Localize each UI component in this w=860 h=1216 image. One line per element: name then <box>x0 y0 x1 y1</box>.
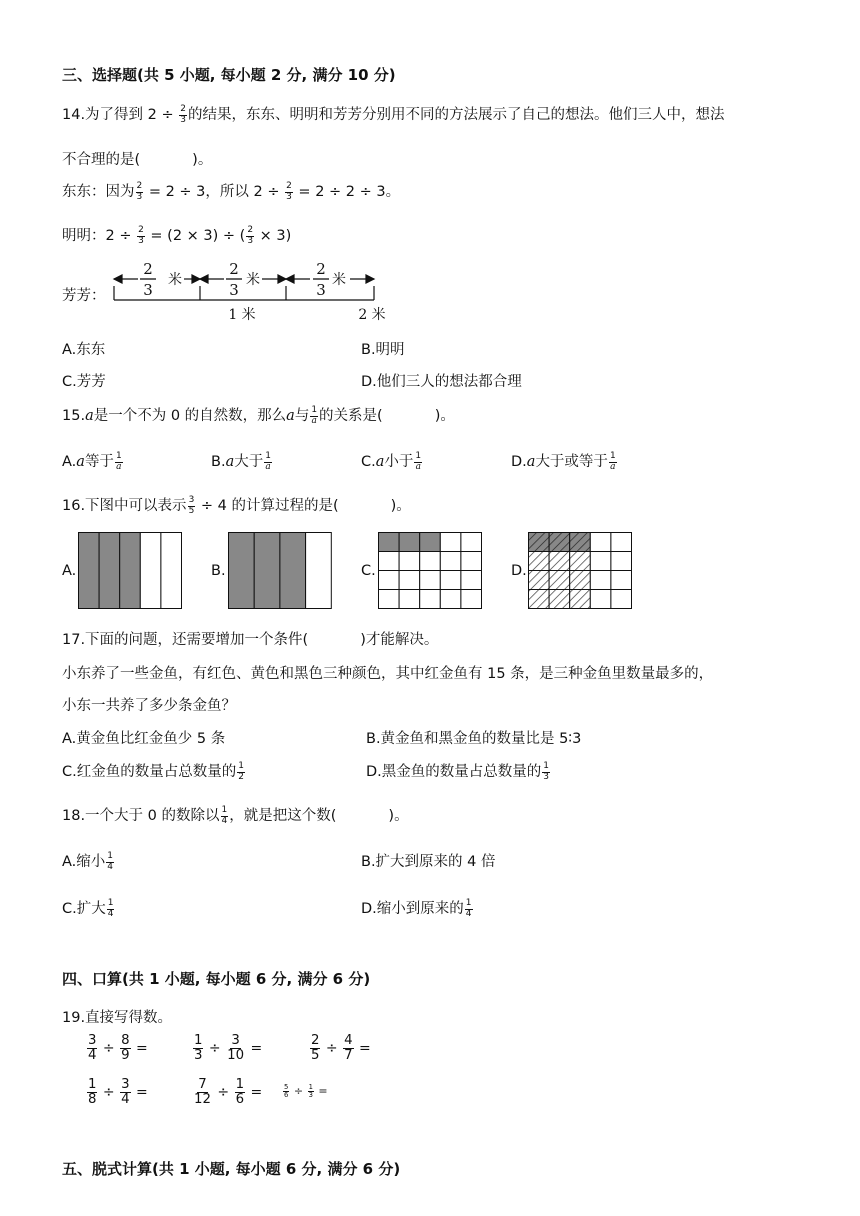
q16-label-c[interactable]: C. <box>361 563 376 579</box>
q16-label-a[interactable]: A. <box>62 563 77 579</box>
q16-label-b[interactable]: B. <box>211 563 226 579</box>
q16-figure-a[interactable] <box>78 532 182 610</box>
q17-option-b[interactable]: B.黄金鱼和黑金鱼的数量比是 5∶3 <box>366 731 582 747</box>
seg2-unit: 米 <box>246 272 260 288</box>
q19-expr-5: $\frac{7}{12}$ ÷ $\frac{1}{6}$ = <box>194 1077 263 1107</box>
q19-expr-4: $\frac{1}{8}$ ÷ $\frac{3}{4}$ = <box>88 1077 148 1107</box>
seg1-den: 3 <box>143 281 153 299</box>
q14-stem: 14.为了得到 2 ÷ $\frac{2}{3}$ 的结果，东东、明明和芳芳分别用不同的方法展示了自己的想法。他们三人中，想法 <box>62 104 725 125</box>
q14-number-line <box>110 256 386 326</box>
q19-stem: 19.直接写得数。 <box>62 1010 173 1026</box>
q18-option-a[interactable]: A.缩小 $\frac{1}{4}$ <box>62 851 113 872</box>
q17-option-a[interactable]: A.黄金鱼比红金鱼少 5 条 <box>62 731 226 747</box>
seg3-num: 2 <box>316 260 326 278</box>
q18-stem: 18.一个大于 0 的数除以 $\frac{1}{4}$ ，就是把这个数( )。 <box>62 805 409 826</box>
q14-mingming: 明明：2 ÷ $\frac{2}{3}$ = (2 × 3) ÷ ( $\frac{2}{3}$ × 3) <box>62 225 292 246</box>
section-3-title: 三、选择题(共 5 小题, 每小题 2 分, 满分 10 分) <box>62 66 396 84</box>
seg2-den: 3 <box>229 281 239 299</box>
q16-stem: 16.下图中可以表示 $\frac{3}{5}$ ÷ 4 的计算过程的是( )。 <box>62 495 411 516</box>
q19-expr-2: $\frac{1}{3}$ ÷ $\frac{3}{10}$ = <box>194 1033 263 1063</box>
q18-option-d[interactable]: D.缩小到原来的 $\frac{1}{4}$ <box>361 898 472 919</box>
q15-stem: 15.a是一个不为 0 的自然数，那么a与 $\frac{1}{a}$ 的关系是( )。 <box>62 405 455 426</box>
q18-option-b[interactable]: B.扩大到原来的 4 倍 <box>361 854 496 870</box>
q17-line1: 小东养了一些金鱼，有红色、黄色和黑色三种颜色，其中红金鱼有 15 条，是三种金鱼里数量最多的， <box>62 666 714 682</box>
q14-option-d[interactable]: D.他们三人的想法都合理 <box>361 374 522 390</box>
q14-dongdong: 东东：因为 $\frac{2}{3}$ = 2 ÷ 3，所以 2 ÷ $\frac{2}{3}$ = 2 ÷ 2 ÷ 3。 <box>62 181 401 202</box>
q14-option-c[interactable]: C.芳芳 <box>62 374 106 390</box>
seg1-num: 2 <box>143 260 153 278</box>
seg3-unit: 米 <box>332 272 346 288</box>
tick-1m: 1 米 <box>228 307 256 323</box>
q16-label-d[interactable]: D. <box>511 563 527 579</box>
q15-option-a[interactable]: A.a等于 $\frac{1}{a}$ <box>62 451 122 472</box>
section-4-title: 四、口算(共 1 小题, 每小题 6 分, 满分 6 分) <box>62 970 371 988</box>
q16-figure-c[interactable] <box>378 532 482 610</box>
q19-expr-1: $\frac{3}{4}$ ÷ $\frac{8}{9}$ = <box>88 1033 148 1063</box>
q19-expr-3: $\frac{2}{5}$ ÷ $\frac{4}{7}$ = <box>311 1033 371 1063</box>
q19-expr-6: $\frac{5}{6}$ ÷ $\frac{1}{3}$ = <box>284 1083 328 1100</box>
q15-option-c[interactable]: C.a小于 $\frac{1}{a}$ <box>361 451 422 472</box>
tick-2m: 2 米 <box>358 307 386 323</box>
q14-stem-2: 不合理的是( )。 <box>62 152 213 168</box>
q14-fangfang-label: 芳芳： <box>62 288 106 304</box>
q17-option-c[interactable]: C.红金鱼的数量占总数量的 $\frac{1}{2}$ <box>62 761 244 782</box>
q15-option-b[interactable]: B.a大于 $\frac{1}{a}$ <box>211 451 271 472</box>
q14-option-a[interactable]: A.东东 <box>62 342 106 358</box>
q16-figure-b[interactable] <box>228 532 332 610</box>
q17-line2: 小东一共养了多少条金鱼？ <box>62 698 236 714</box>
q18-option-c[interactable]: C.扩大 $\frac{1}{4}$ <box>62 898 114 919</box>
q15-option-d[interactable]: D.a大于或等于 $\frac{1}{a}$ <box>511 451 616 472</box>
q17-stem: 17.下面的问题，还需要增加一个条件( )才能解决。 <box>62 632 439 648</box>
seg1-unit: 米 <box>168 272 182 288</box>
section-5-title: 五、脱式计算(共 1 小题, 每小题 6 分, 满分 6 分) <box>62 1160 401 1178</box>
seg2-num: 2 <box>229 260 239 278</box>
q16-figure-d[interactable] <box>528 532 632 610</box>
q14-option-b[interactable]: B.明明 <box>361 342 405 358</box>
q17-option-d[interactable]: D.黑金鱼的数量占总数量的 $\frac{1}{3}$ <box>366 761 549 782</box>
seg3-den: 3 <box>316 281 326 299</box>
